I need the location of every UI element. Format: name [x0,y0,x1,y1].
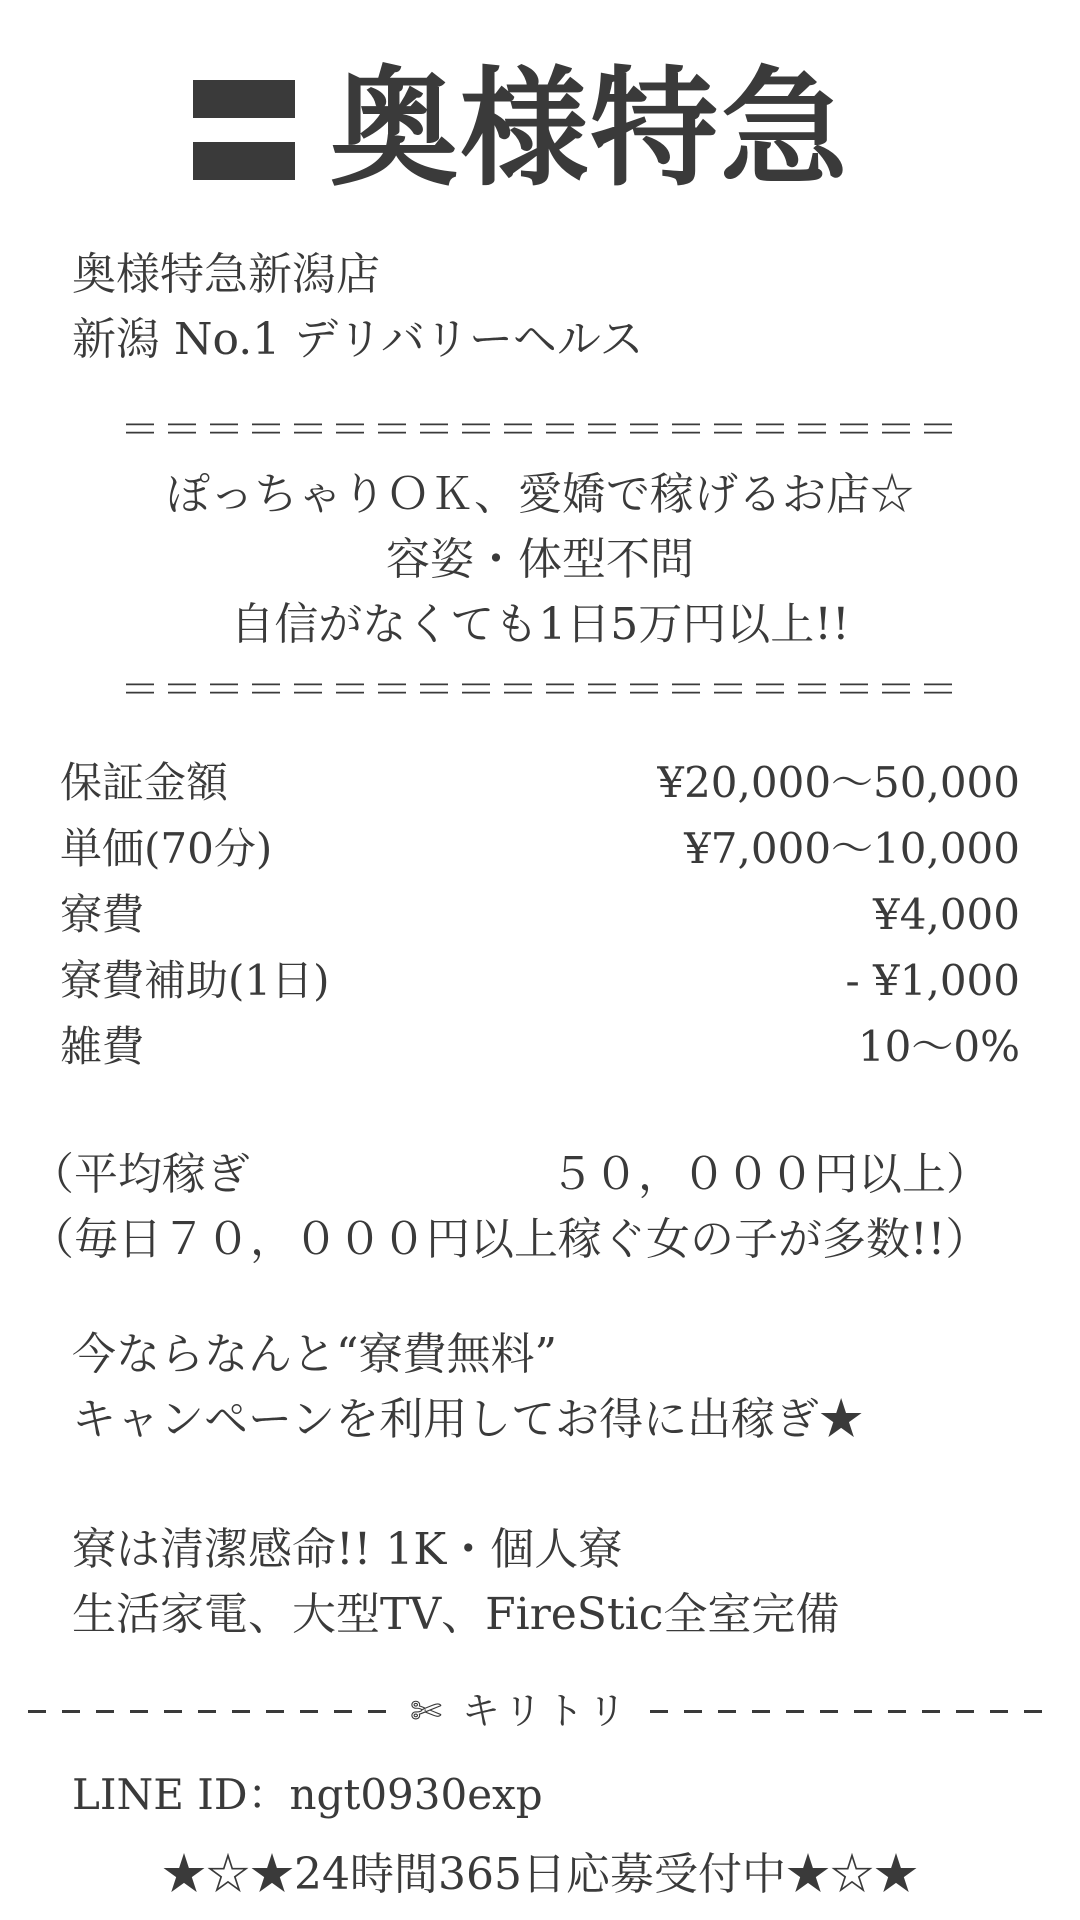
divider-top: ＝＝＝＝＝＝＝＝＝＝＝＝＝＝＝＝＝＝＝＝ [120,407,960,453]
price-row [60,1014,1020,1080]
cut-dash [368,1710,386,1713]
cut-dash [922,1710,940,1713]
price-row [60,816,1020,882]
price-row [60,882,1020,948]
campaign-line-2: キャンペーンを利用してお得に出稼ぎ★ [72,1394,864,1445]
divider-bottom: ＝＝＝＝＝＝＝＝＝＝＝＝＝＝＝＝＝＝＝＝ [120,667,960,713]
price-value: ¥7,000〜10,000 [684,824,1020,873]
average-earnings [30,1145,990,1205]
price-label: 単価(70分) [60,824,273,873]
cut-dash [684,1710,702,1713]
price-value: 10〜0% [857,1022,1020,1071]
cut-dash [990,1710,1008,1713]
logo-mark-icon [193,80,295,180]
cut-dash [334,1710,352,1713]
cut-dash [164,1710,182,1713]
cut-dash [96,1710,114,1713]
store-tagline: 新潟 No.1 デリバリーヘルス [72,314,644,365]
line-id[interactable]: LINE ID：ngt0930exp [72,1770,543,1819]
logo-bar-top [193,80,295,118]
price-value: ¥4,000 [873,890,1020,939]
price-value: ¥20,000〜50,000 [657,758,1020,807]
cut-dash [266,1710,284,1713]
cut-dash [854,1710,872,1713]
price-value: - ¥1,000 [845,956,1020,1005]
price-label: 寮費 [60,890,145,939]
price-label: 寮費補助(1日) [60,956,330,1005]
store-name: 奥様特急新潟店 [72,249,380,300]
cut-line [0,1685,1080,1737]
cut-dash [62,1710,80,1713]
daily-earnings-note: （毎日７０，０００円以上稼ぐ女の子が多数!!） [30,1214,990,1265]
logo-bar-bottom [193,142,295,180]
average-value: ５０，０００円以上） [550,1149,990,1200]
price-row [60,750,1020,816]
promo-line-2: 容姿・体型不問 [386,534,694,585]
promo-line-1: ぽっちゃりＯＫ、愛嬌で稼げるお店☆ [166,469,914,520]
logo [0,55,1080,205]
cut-dash [300,1710,318,1713]
cut-dash [1024,1710,1042,1713]
cut-dash [786,1710,804,1713]
cut-dash [752,1710,770,1713]
price-row [60,948,1020,1014]
cut-dash [130,1710,148,1713]
cut-dash [232,1710,250,1713]
dorm-line-1: 寮は清潔感命!! 1K・個人寮 [72,1524,623,1575]
cut-dash [956,1710,974,1713]
promo-line-3: 自信がなくても1日5万円以上!! [230,599,850,650]
recruit-banner: ★☆★24時間365日応募受付中★☆★ [162,1849,918,1900]
logo-text: 奥様特急 [330,55,851,204]
price-table [60,750,1020,1080]
cut-dash [820,1710,838,1713]
cut-dash [718,1710,736,1713]
cut-dash [650,1710,668,1713]
cut-dash [888,1710,906,1713]
price-label: 保証金額 [60,758,229,807]
dorm-line-2: 生活家電、大型TV、FireStic全室完備 [72,1589,840,1640]
cut-dash [28,1710,46,1713]
average-label: （平均稼ぎ [30,1149,250,1200]
campaign-line-1: 今ならなんと“寮費無料” [72,1329,557,1380]
price-label: 雑費 [60,1022,145,1071]
cut-label: ✄ キリトリ [410,1689,630,1733]
cut-dash [198,1710,216,1713]
